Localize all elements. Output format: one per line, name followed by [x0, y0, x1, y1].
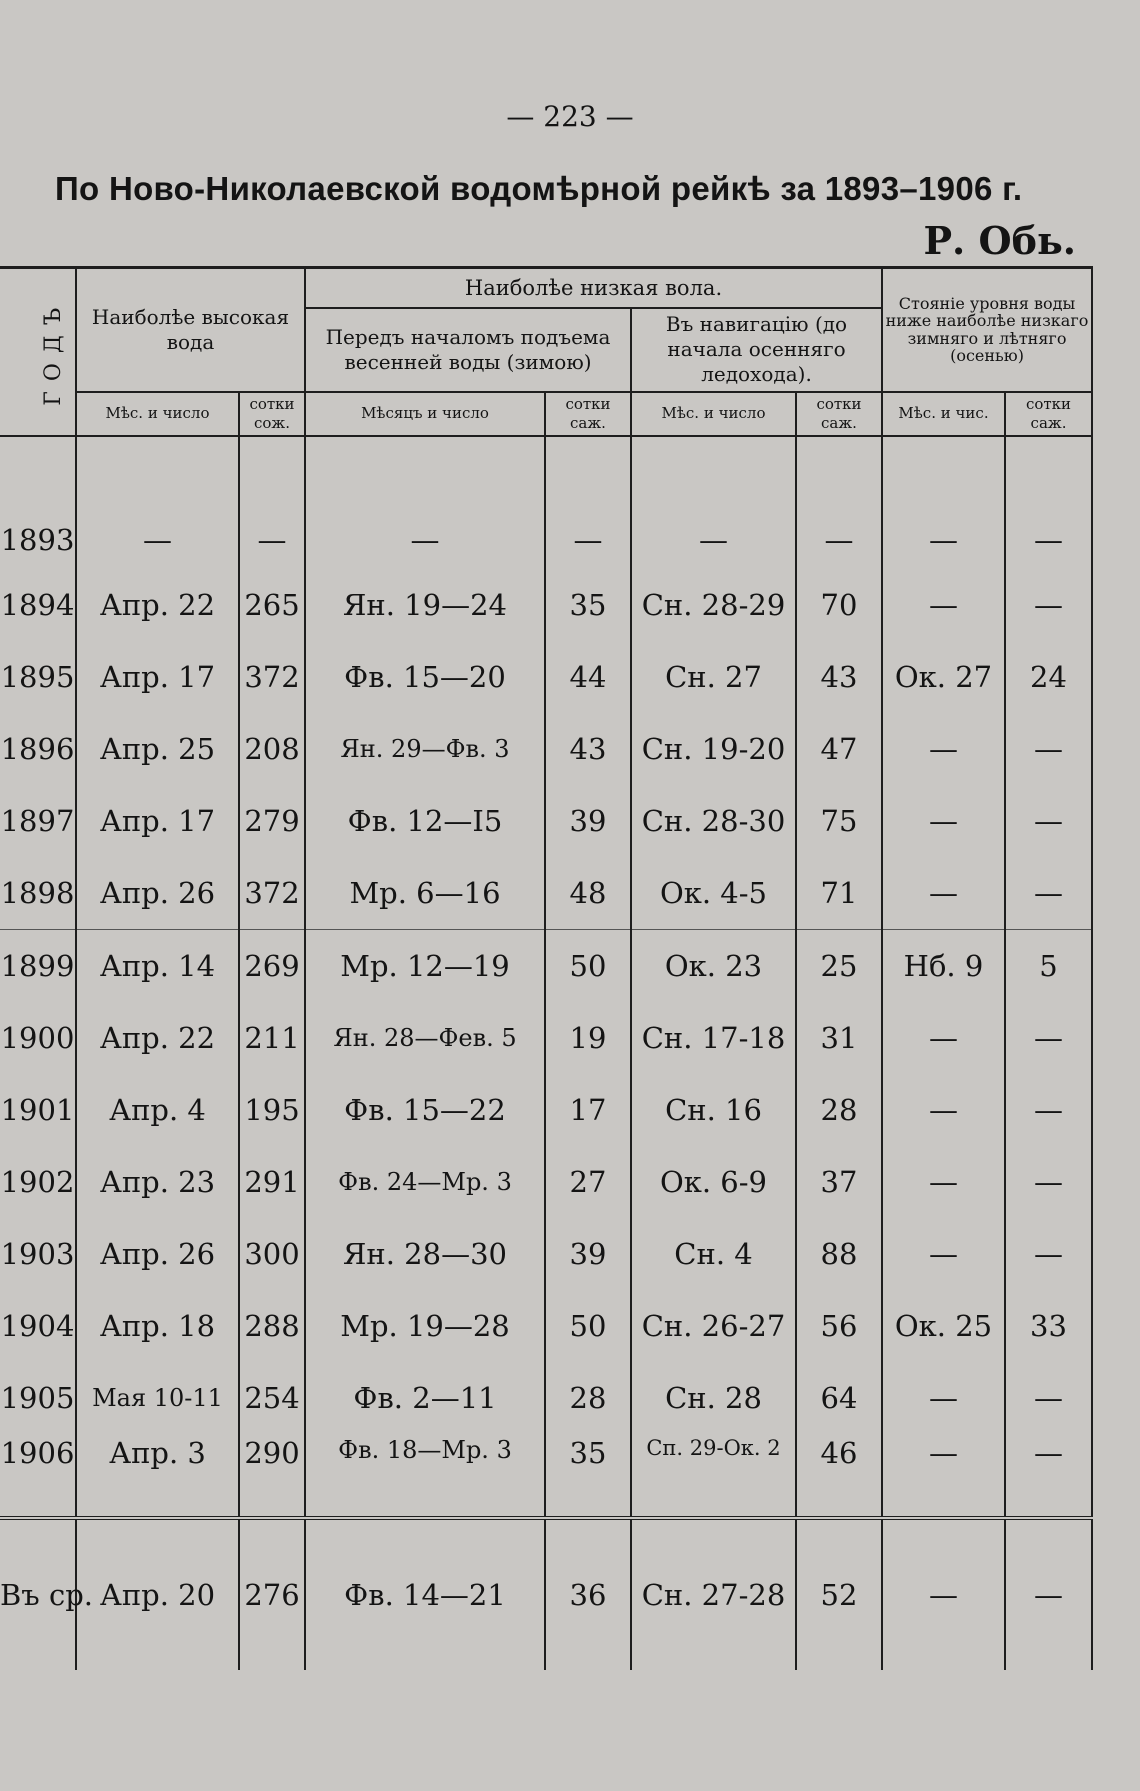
lowest-water-header: Наиболѣе низкая вола. [305, 268, 882, 308]
winter-val-cell: 28 [545, 1362, 631, 1434]
navigation-header: Въ навигацію (до начала осенняго ледохода). [631, 308, 882, 392]
standing-val-cell: — [1005, 785, 1092, 857]
average-row [0, 1518, 1092, 1670]
high-date-cell: Апр. 22 [76, 569, 239, 641]
high-val-cell: 276 [239, 1518, 305, 1670]
winter-val-cell: 50 [545, 1290, 631, 1362]
standing-val-cell: — [1005, 1518, 1092, 1670]
standing-date-cell: — [882, 569, 1005, 641]
nav-date-cell: Сн. 26-27 [631, 1290, 796, 1362]
winter-date-cell: Фв. 18—Мр. 3 [305, 1434, 545, 1518]
table-row [0, 1362, 1092, 1434]
winter-date-cell: Ян. 19—24 [305, 569, 545, 641]
nav-date-cell: Сн. 4 [631, 1218, 796, 1290]
year-cell: 1905 [0, 1362, 76, 1434]
high-date-cell: Апр. 14 [76, 929, 239, 1002]
standing-date-cell: — [882, 785, 1005, 857]
winter-date-cell: Ян. 28—30 [305, 1218, 545, 1290]
winter-val-cell: 27 [545, 1146, 631, 1218]
standing-date-cell: — [882, 1218, 1005, 1290]
nav-val-cell: — [796, 436, 882, 569]
winter-date-cell: Фв. 15—22 [305, 1074, 545, 1146]
standing-date-cell: — [882, 1146, 1005, 1218]
high-date-cell: Апр. 26 [76, 857, 239, 930]
high-date-cell: Апр. 26 [76, 1218, 239, 1290]
year-cell: 1899 [0, 929, 76, 1002]
winter-val-cell: 50 [545, 929, 631, 1002]
winter-val-cell: 19 [545, 1002, 631, 1074]
standing-date-cell: — [882, 436, 1005, 569]
table-row [0, 1218, 1092, 1290]
high-date-cell: Апр. 3 [76, 1434, 239, 1518]
high-val-cell: 372 [239, 641, 305, 713]
high-val-cell: 265 [239, 569, 305, 641]
nav-val-cell: 71 [796, 857, 882, 930]
high-val-cell: 279 [239, 785, 305, 857]
high-date-cell: Апр. 20 [76, 1518, 239, 1670]
year-cell: 1901 [0, 1074, 76, 1146]
nav-val-cell: 75 [796, 785, 882, 857]
nav-val-cell: 25 [796, 929, 882, 1002]
standing-date-cell: — [882, 1362, 1005, 1434]
winter-val-cell: 48 [545, 857, 631, 930]
table-row [0, 641, 1092, 713]
winter-val-cell: 44 [545, 641, 631, 713]
winter-val-subheader: сотки саж. [545, 392, 631, 436]
year-cell: 1895 [0, 641, 76, 713]
nav-date-cell: Сп. 29-Ок. 2 [631, 1434, 796, 1518]
standing-val-cell: — [1005, 1362, 1092, 1434]
standing-val-cell: — [1005, 1434, 1092, 1518]
highest-water-header: Наиболѣе высокая вода [76, 268, 305, 392]
winter-val-cell: 36 [545, 1518, 631, 1670]
standing-date-cell: Ок. 25 [882, 1290, 1005, 1362]
nav-val-cell: 64 [796, 1362, 882, 1434]
standing-date-cell: — [882, 1434, 1005, 1518]
high-val-cell: 211 [239, 1002, 305, 1074]
standing-date-cell: — [882, 857, 1005, 930]
high-date-cell: Апр. 23 [76, 1146, 239, 1218]
nav-date-cell: Сн. 28-29 [631, 569, 796, 641]
winter-val-cell: 43 [545, 713, 631, 785]
nav-val-subheader: сотки саж. [796, 392, 882, 436]
table-row [0, 1002, 1092, 1074]
nav-val-cell: 46 [796, 1434, 882, 1518]
standing-level-header: Стояніе уровня воды ниже наиболѣе низкаго зимняго и лѣтняго (осенью) [882, 268, 1092, 392]
table-row [0, 1146, 1092, 1218]
table-row [0, 436, 1092, 569]
nav-val-cell: 88 [796, 1218, 882, 1290]
nav-date-subheader: Мѣс. и число [631, 392, 796, 436]
high-val-cell: 290 [239, 1434, 305, 1518]
standing-date-cell: Нб. 9 [882, 929, 1005, 1002]
nav-val-cell: 47 [796, 713, 882, 785]
nav-date-cell: Ок. 6-9 [631, 1146, 796, 1218]
nav-val-cell: 52 [796, 1518, 882, 1670]
average-label: Въ ср. [0, 1518, 76, 1670]
high-val-cell: 208 [239, 713, 305, 785]
year-cell: 1900 [0, 1002, 76, 1074]
high-date-cell: Апр. 18 [76, 1290, 239, 1362]
year-cell: 1894 [0, 569, 76, 641]
standing-val-cell: 33 [1005, 1290, 1092, 1362]
table-row [0, 1434, 1092, 1518]
winter-date-cell: — [305, 436, 545, 569]
standing-val-cell: — [1005, 569, 1092, 641]
winter-date-cell: Мр. 6—16 [305, 857, 545, 930]
table-row [0, 785, 1092, 857]
standing-val-cell: — [1005, 436, 1092, 569]
standing-date-cell: — [882, 1002, 1005, 1074]
water-level-table [0, 266, 1093, 1670]
winter-date-subheader: Мѣсяцъ и число [305, 392, 545, 436]
year-cell: 1897 [0, 785, 76, 857]
winter-date-cell: Фв. 2—11 [305, 1362, 545, 1434]
year-cell: 1896 [0, 713, 76, 785]
high-date-cell: — [76, 436, 239, 569]
high-val-cell: 269 [239, 929, 305, 1002]
nav-val-cell: 56 [796, 1290, 882, 1362]
winter-date-cell: Мр. 19—28 [305, 1290, 545, 1362]
winter-val-cell: 35 [545, 569, 631, 641]
nav-val-cell: 31 [796, 1002, 882, 1074]
standing-val-cell: 5 [1005, 929, 1092, 1002]
standing-val-cell: 24 [1005, 641, 1092, 713]
year-cell: 1903 [0, 1218, 76, 1290]
table-row [0, 713, 1092, 785]
table-row [0, 569, 1092, 641]
high-date-subheader: Мѣс. и число [76, 392, 239, 436]
high-val-cell: 291 [239, 1146, 305, 1218]
standing-date-cell: — [882, 1518, 1005, 1670]
high-date-cell: Апр. 17 [76, 641, 239, 713]
nav-date-cell: Сн. 19-20 [631, 713, 796, 785]
high-date-cell: Апр. 22 [76, 1002, 239, 1074]
nav-val-cell: 28 [796, 1074, 882, 1146]
winter-val-cell: 35 [545, 1434, 631, 1518]
nav-date-cell: Сн. 17-18 [631, 1002, 796, 1074]
winter-date-cell: Ян. 29—Фв. 3 [305, 713, 545, 785]
table-row [0, 857, 1092, 930]
before-spring-header: Передъ началомъ подъема весенней воды (зимою) [305, 308, 631, 392]
year-header: ГОДЪ [0, 268, 76, 436]
high-val-subheader: сотки сож. [239, 392, 305, 436]
nav-date-cell: Сн. 28-30 [631, 785, 796, 857]
page-number: — 223 — [506, 100, 634, 133]
year-cell: 1904 [0, 1290, 76, 1362]
high-val-cell: 254 [239, 1362, 305, 1434]
standing-date-subheader: Мѣс. и чис. [882, 392, 1005, 436]
river-name: Р. Обь. [923, 218, 1076, 263]
year-cell: 1898 [0, 857, 76, 930]
high-val-cell: 372 [239, 857, 305, 930]
nav-date-cell: Ок. 23 [631, 929, 796, 1002]
nav-date-cell: Ок. 4-5 [631, 857, 796, 930]
page-title: По Ново-Николаевской водомѣрной рейкѣ за 1893–1906 г. [55, 170, 1023, 207]
nav-date-cell: Сн. 28 [631, 1362, 796, 1434]
nav-val-cell: 43 [796, 641, 882, 713]
winter-val-cell: 39 [545, 1218, 631, 1290]
high-val-cell: 288 [239, 1290, 305, 1362]
winter-date-cell: Фв. 14—21 [305, 1518, 545, 1670]
high-date-cell: Апр. 4 [76, 1074, 239, 1146]
nav-date-cell: Сн. 27-28 [631, 1518, 796, 1670]
high-date-cell: Апр. 25 [76, 713, 239, 785]
standing-date-cell: — [882, 713, 1005, 785]
winter-val-cell: 17 [545, 1074, 631, 1146]
year-cell: 1893 [0, 436, 76, 569]
winter-val-cell: — [545, 436, 631, 569]
standing-val-subheader: сотки саж. [1005, 392, 1092, 436]
winter-date-cell: Фв. 15—20 [305, 641, 545, 713]
standing-val-cell: — [1005, 1074, 1092, 1146]
winter-date-cell: Фв. 24—Мр. 3 [305, 1146, 545, 1218]
high-val-cell: — [239, 436, 305, 569]
year-cell: 1902 [0, 1146, 76, 1218]
standing-val-cell: — [1005, 1002, 1092, 1074]
winter-date-cell: Фв. 12—I5 [305, 785, 545, 857]
high-date-cell: Мая 10-11 [76, 1362, 239, 1434]
table-row [0, 1290, 1092, 1362]
nav-date-cell: Сн. 27 [631, 641, 796, 713]
winter-date-cell: Ян. 28—Фев. 5 [305, 1002, 545, 1074]
winter-date-cell: Мр. 12—19 [305, 929, 545, 1002]
nav-val-cell: 37 [796, 1146, 882, 1218]
standing-date-cell: — [882, 1074, 1005, 1146]
nav-date-cell: Сн. 16 [631, 1074, 796, 1146]
standing-val-cell: — [1005, 713, 1092, 785]
table-row [0, 929, 1092, 1002]
table-row [0, 1074, 1092, 1146]
nav-val-cell: 70 [796, 569, 882, 641]
standing-date-cell: Ок. 27 [882, 641, 1005, 713]
nav-date-cell: — [631, 436, 796, 569]
standing-val-cell: — [1005, 1218, 1092, 1290]
year-cell: 1906 [0, 1434, 76, 1518]
high-date-cell: Апр. 17 [76, 785, 239, 857]
standing-val-cell: — [1005, 857, 1092, 930]
high-val-cell: 300 [239, 1218, 305, 1290]
winter-val-cell: 39 [545, 785, 631, 857]
high-val-cell: 195 [239, 1074, 305, 1146]
standing-val-cell: — [1005, 1146, 1092, 1218]
